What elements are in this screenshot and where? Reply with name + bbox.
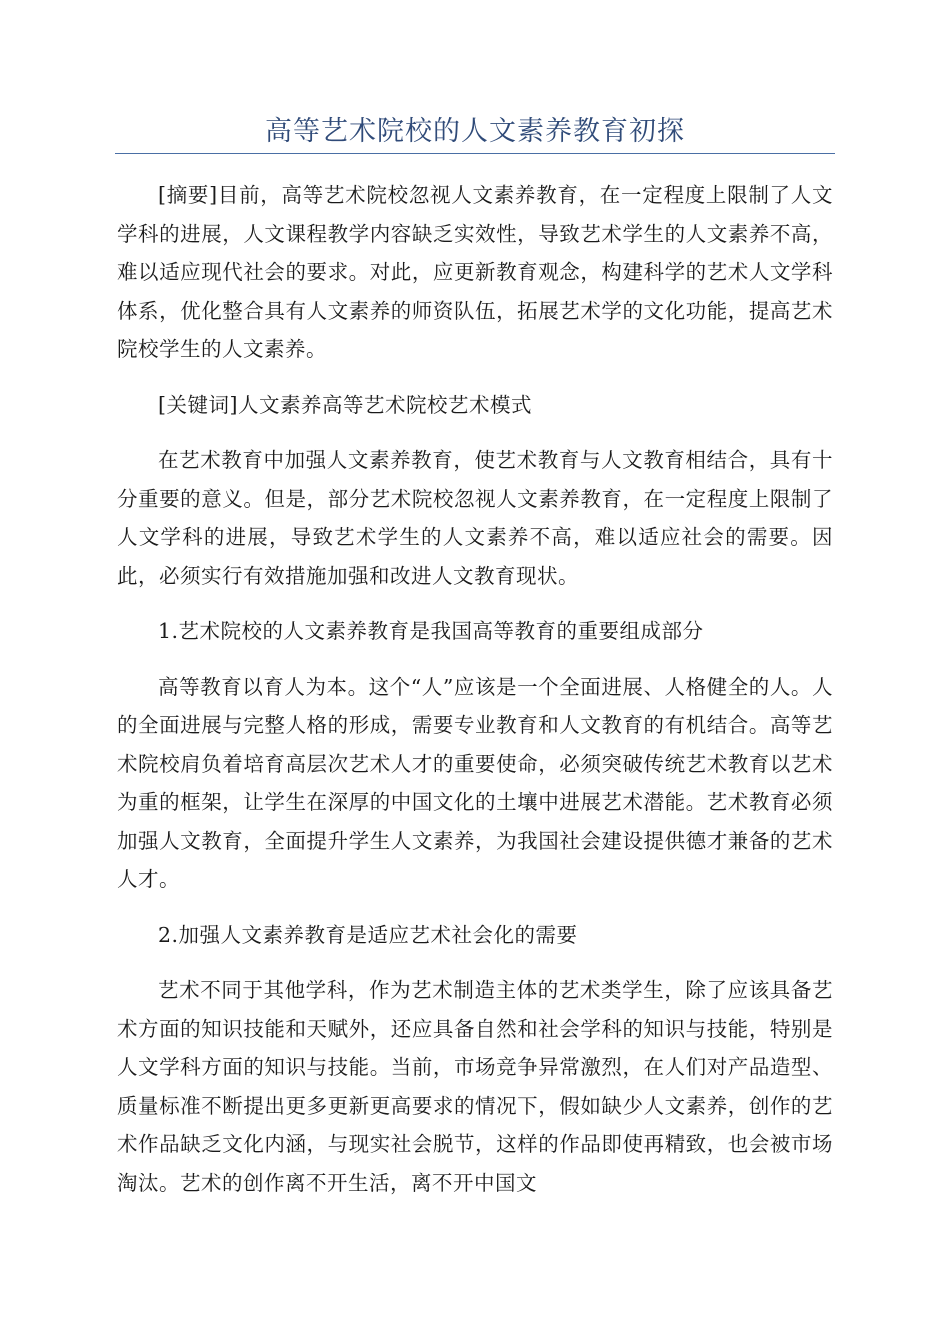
title-underline: [115, 153, 835, 154]
document-title: 高等艺术院校的人文素养教育初探: [265, 116, 685, 147]
section-heading-2: 2.加强人文素养教育是适应艺术社会化的需要: [158, 922, 578, 947]
section-2-paragraph: 艺术不同于其他学科，作为艺术制造主体的艺术类学生，除了应该具备艺术方面的知识技能和天赋外，还应具备自然和社会学科的知识与技能，特别是人文学科方面的知识与技能。当前，市场竞争异常激烈，在人们对产品造型、质量标准不断提出更多更新更高要求的情况下，假如缺少人文素养，创作的艺术作品缺乏文化内涵，与现实社会脱节，这样的作品即使再精致，也会被市场淘汰。艺术的创作离不开生活，离不开中国文: [117, 978, 833, 1195]
abstract-paragraph: [摘要]目前，高等艺术院校忽视人文素养教育，在一定程度上限制了人文学科的进展，人文课程教学内容缺乏实效性，导致艺术学生的人文素养不高，难以适应现代社会的要求。对此，应更新教育观念，构建科学的艺术人文学科体系，优化整合具有人文素养的师资队伍，拓展艺术学的文化功能，提高艺术院校学生的人文素养。: [117, 183, 833, 361]
section-heading-1: 1.艺术院校的人文素养教育是我国高等教育的重要组成部分: [158, 619, 704, 643]
intro-paragraph: 在艺术教育中加强人文素养教育，使艺术教育与人文教育相结合，具有十分重要的意义。但是，部分艺术院校忽视人文素养教育，在一定程度上限制了人文学科的进展，导致艺术学生的人文素养不高，难以适应社会的需要。因此，必须实行有效措施加强和改进人文教育现状。: [117, 448, 833, 588]
section-1-paragraph: 高等教育以育人为本。这个“人”应该是一个全面进展、人格健全的人。人的全面进展与完整人格的形成，需要专业教育和人文教育的有机结合。高等艺术院校肩负着培育高层次艺术人才的重要使命，必须突破传统艺术教育以艺术为重的框架，让学生在深厚的中国文化的土壤中进展艺术潜能。艺术教育必须加强人文教育，全面提升学生人文素养，为我国社会建设提供德才兼备的艺术人才。: [117, 674, 833, 891]
keywords-paragraph: [关键词]人文素养高等艺术院校艺术模式: [158, 392, 532, 417]
document-body: [117, 176, 833, 1219]
